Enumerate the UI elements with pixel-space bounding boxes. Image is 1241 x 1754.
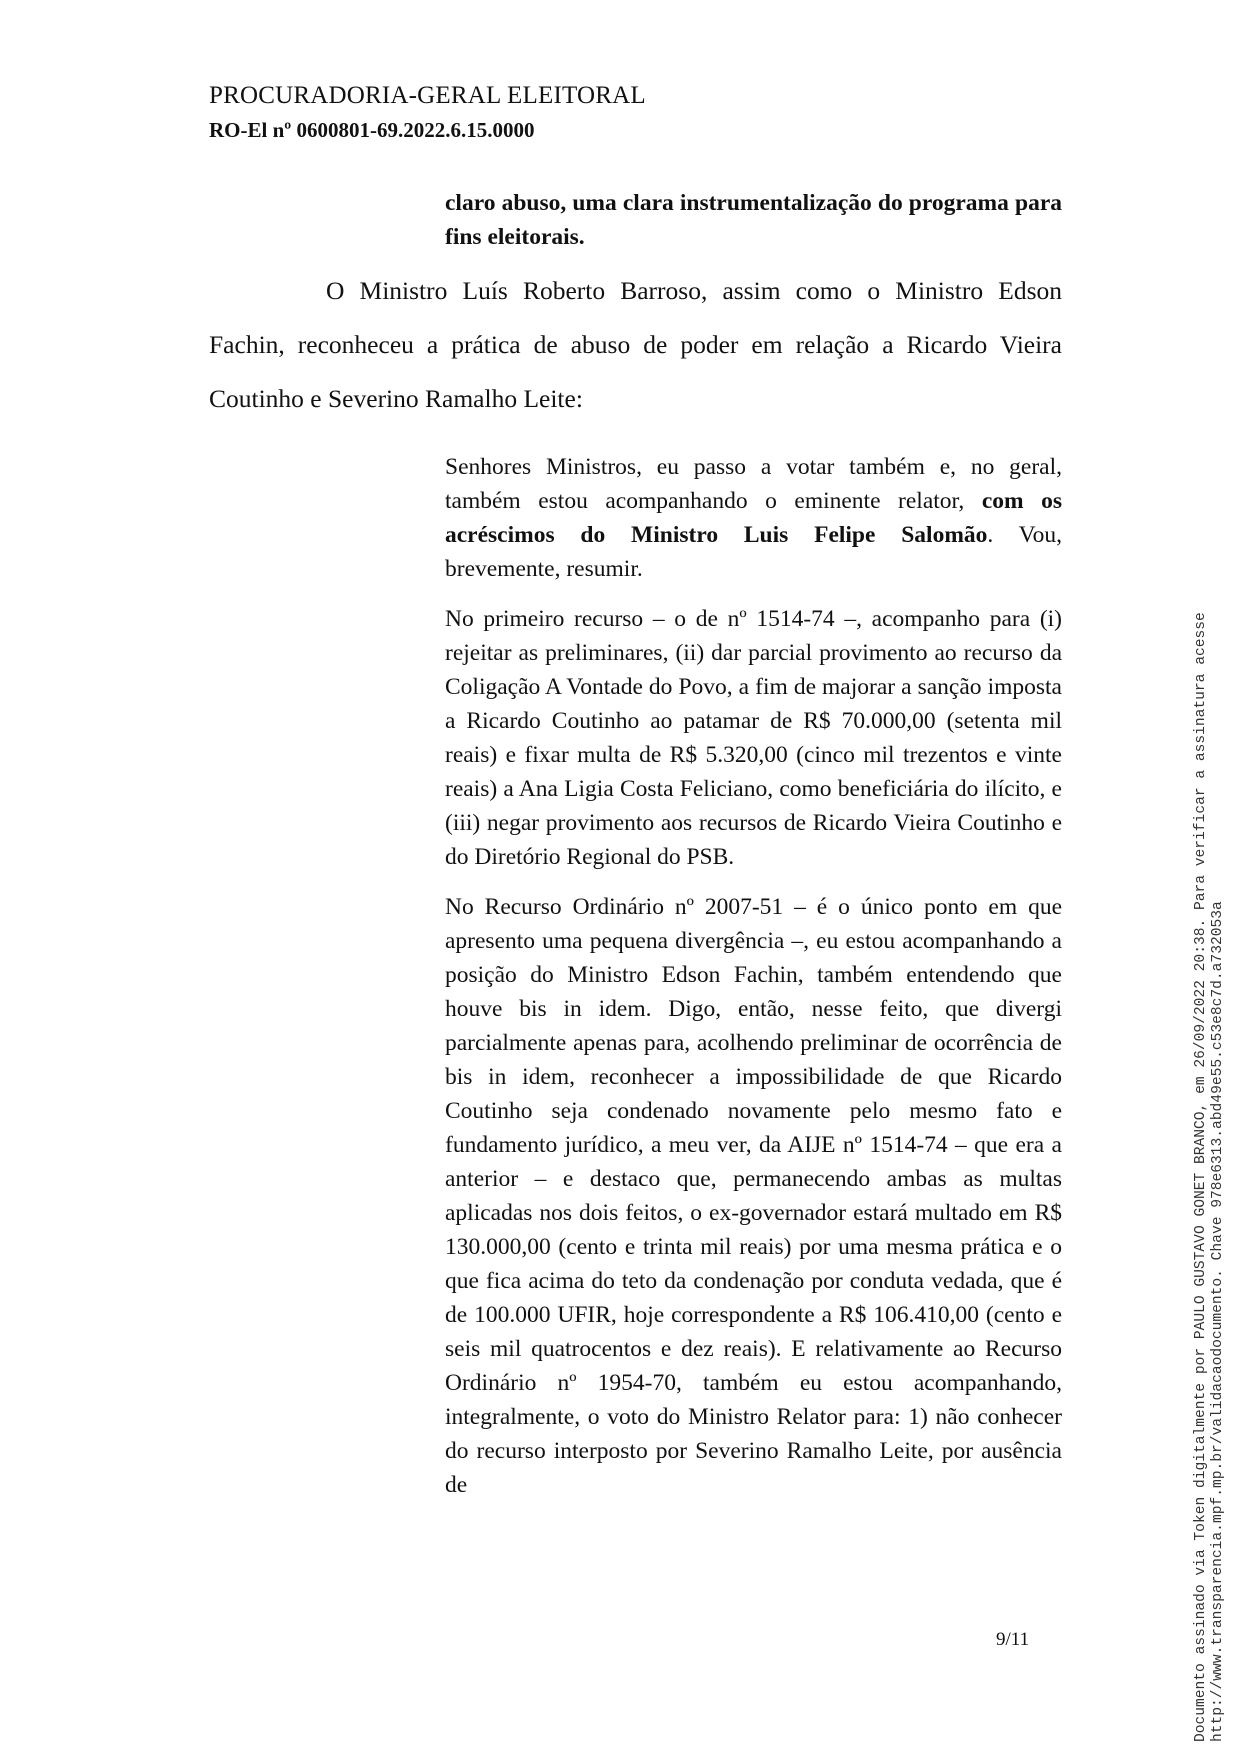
- quote-continuation: claro abuso, uma clara instrumentalização do programa para fins eleitorais.: [445, 190, 1062, 250]
- quote-bold-text: com os acréscimos do Ministro Luis Felipe Salomão: [445, 488, 1063, 548]
- block-quote: [445, 450, 1062, 1518]
- body-paragraph: O Ministro Luís Roberto Barroso, assim como o Ministro Edson Fachin, reconheceu a prática de abuso de poder em relação a Ricardo Vieira Coutinho e Severino Ramalho Leite:: [209, 276, 1062, 413]
- signature-line-2: http://www.transparencia.mpf.mp.br/validacaodocumento. Chave 978e6313.abd49e55.c53e8c7d.a732053a: [1210, 901, 1226, 1742]
- quote-text: . Vou, brevemente, resumir.: [445, 522, 1062, 582]
- quote-paragraph-3: No Recurso Ordinário nº 2007-51 – é o único ponto em que apresento uma pequena divergência –, eu estou acompanhando a posição do Ministro Edson Fachin, também entendendo que houve bis in idem. Digo, então, nesse feito, que divergi parcialmente apenas para, acolhendo preliminar de ocorrência de bis in idem, reconhecer a impossibilidade de que Ricardo Coutinho seja condenado novamente pelo mesmo fato e fundamento jurídico, a meu ver, da AIJE nº 1514-74 – que era a anterior – e destaco que, permanecendo ambas as multas aplicadas nos dois feitos, o ex-governador estará multado em R$ 130.000,00 (cento e trinta mil reais) por uma mesma prática e o que fica acima do teto da condenação por conduta vedada, que é de 100.000 UFIR, hoje correspondente a R$ 106.410,00 (cento e seis mil quatrocentos e dez reais). E relativamente ao Recurso Ordinário nº 1954-70, também eu estou acompanhando, integralmente, o voto do Ministro Relator para: 1) não conhecer do recurso interposto por Severino Ramalho Leite, por ausência de: [445, 894, 1062, 1498]
- digital-signature-stamp: [1193, 612, 1227, 1742]
- signature-line-1: Documento assinado via Token digitalmente por PAULO GUSTAVO GONET BRANCO, em 26/09/2022 20:38. Para verificar a assinatura acesse: [1193, 612, 1209, 1742]
- page-number: 9/11: [996, 1629, 1030, 1650]
- quote-paragraph-2: No primeiro recurso – o de nº 1514-74 –, acompanho para (i) rejeitar as preliminares, (ii) dar parcial provimento ao recurso da Coligação A Vontade do Povo, a fim de majorar a sanção imposta a Ricardo Coutinho ao patamar de R$ 70.000,00 (setenta mil reais) e fixar multa de R$ 5.320,00 (cinco mil trezentos e vinte reais) a Ana Ligia Costa Feliciano, como beneficiária do ilícito, e (iii) negar provimento aos recursos de Ricardo Vieira Coutinho e do Diretório Regional do PSB.: [445, 606, 1062, 870]
- institution-name: PROCURADORIA-GERAL ELEITORAL: [209, 82, 646, 109]
- quote-paragraph-1: [445, 450, 1062, 586]
- document-header: [209, 80, 646, 146]
- quote-text: Senhores Ministros, eu passo a votar também e, no geral, também estou acompanhando o eminente relator,: [445, 454, 1062, 514]
- case-number: RO-El nº 0600801-69.2022.6.15.0000: [209, 118, 535, 142]
